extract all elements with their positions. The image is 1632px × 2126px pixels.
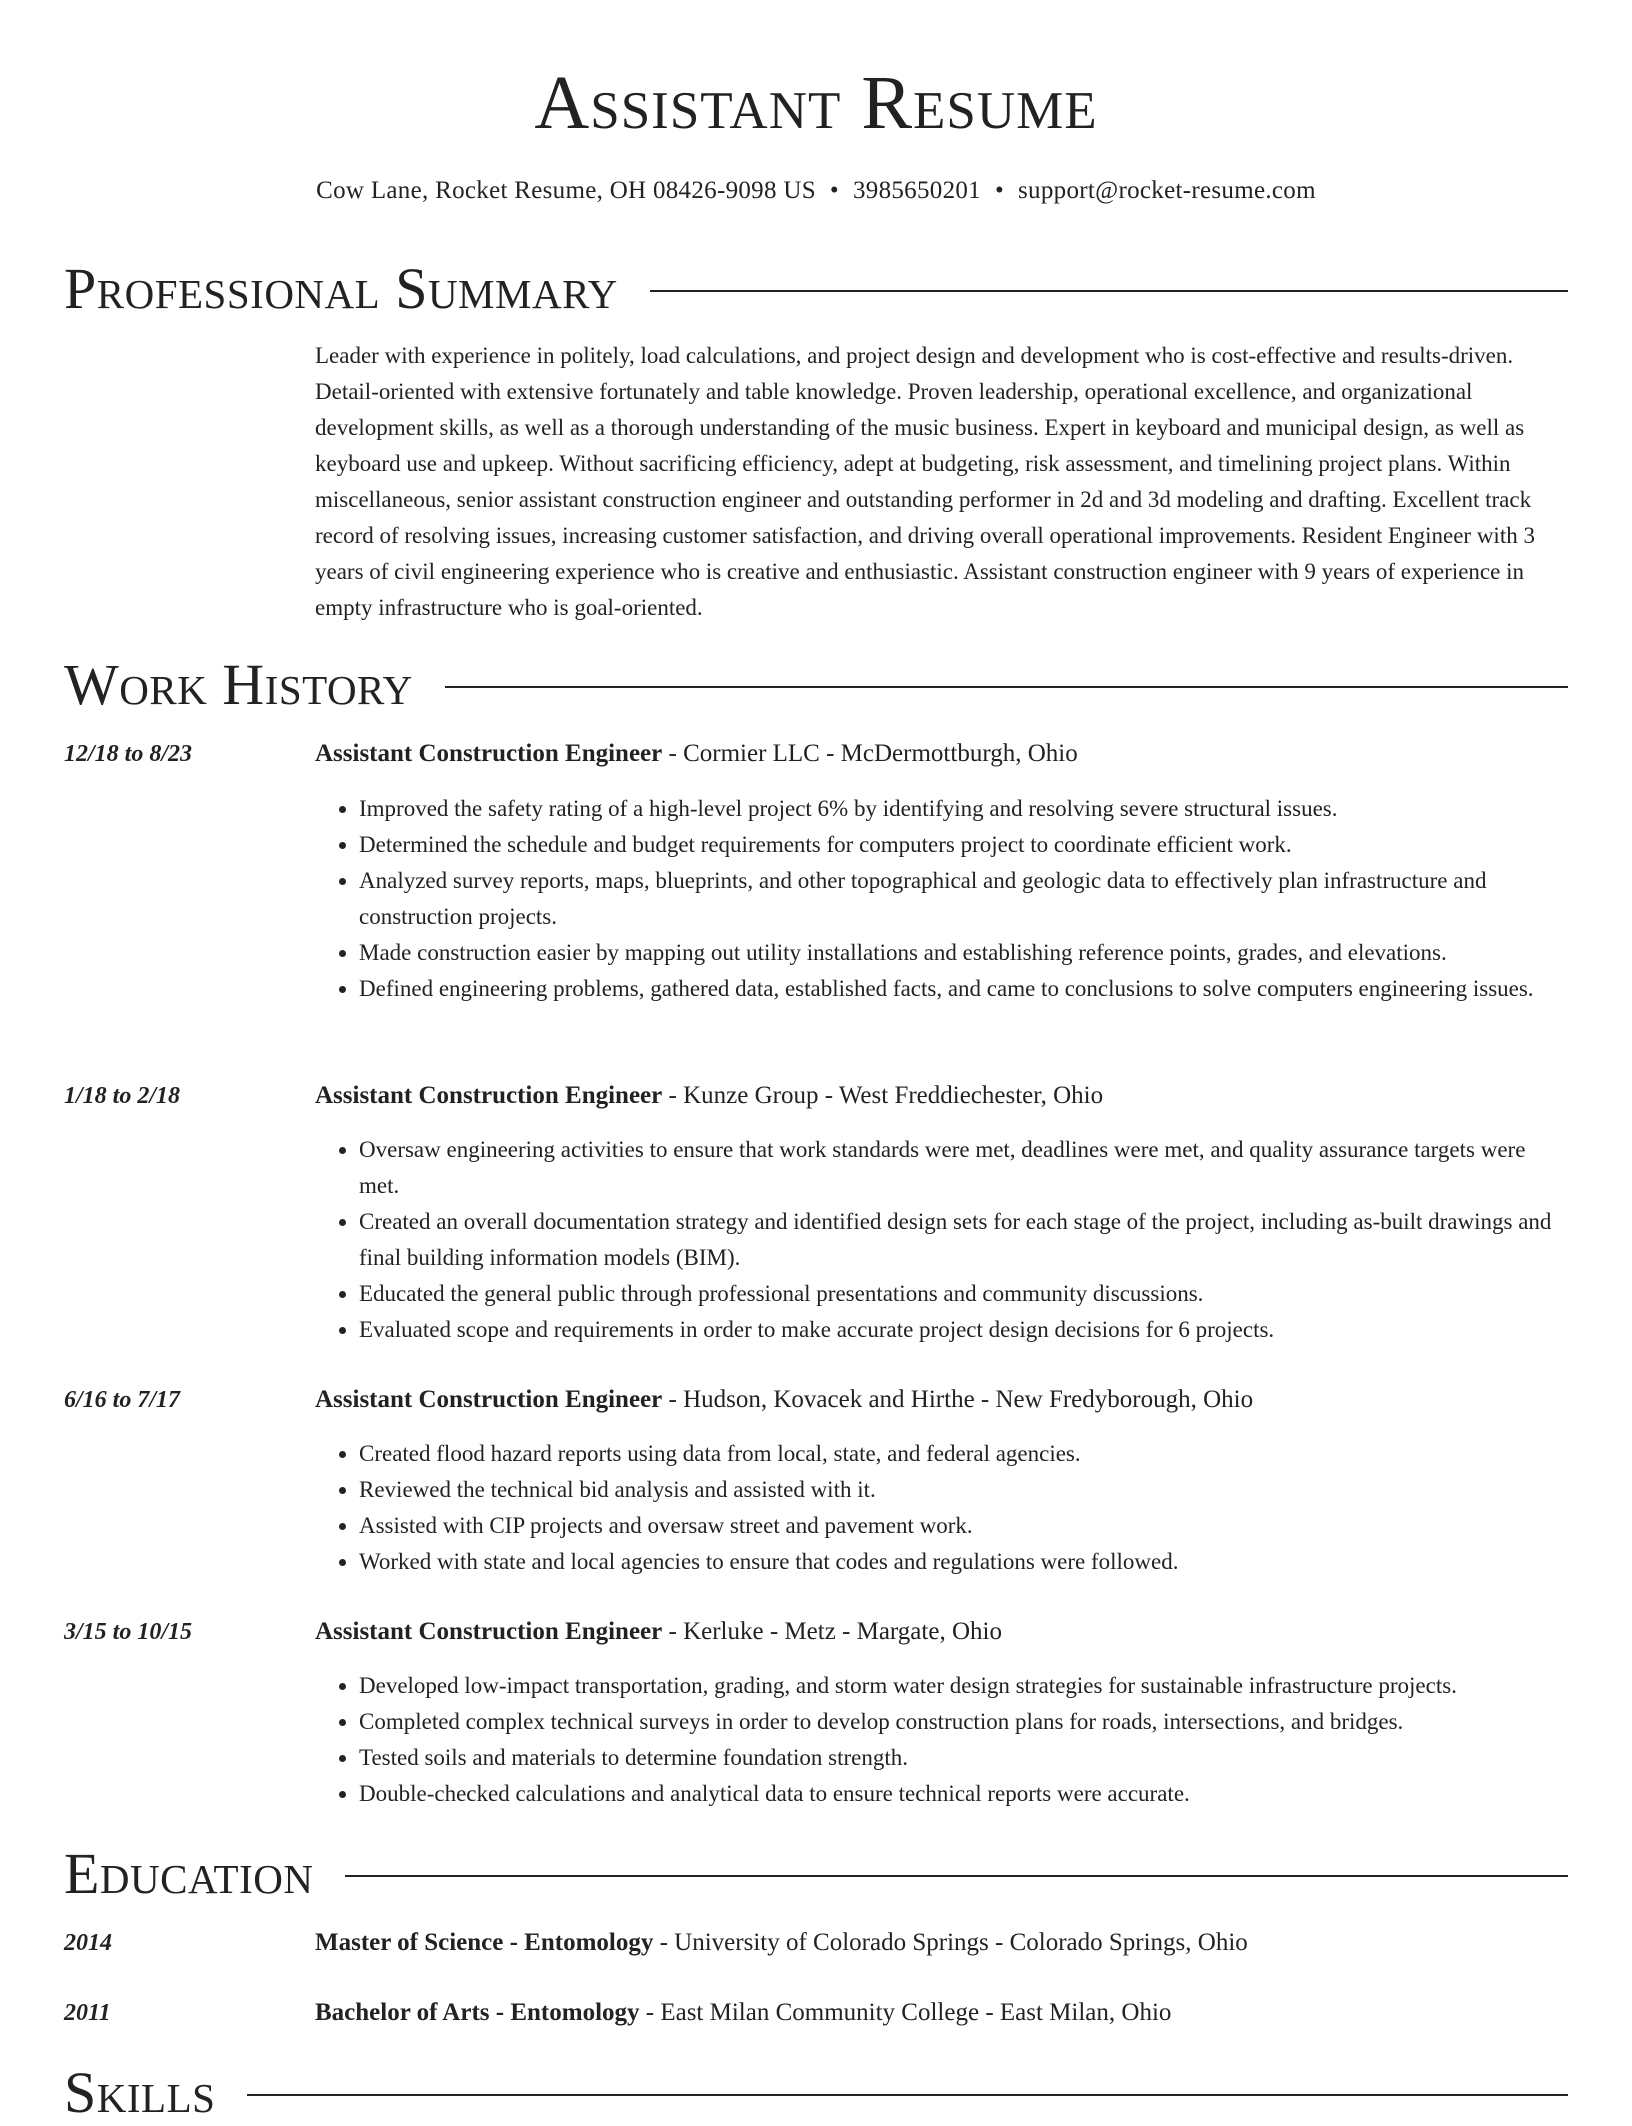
section-title-summary: Professional Summary: [64, 256, 618, 321]
job-bullet: • Assisted with CIP projects and oversaw street and pavement work.: [359, 1508, 1570, 1544]
job-bullet: • Completed complex technical surveys in order to develop construction plans for roads, intersections, and bridges.: [359, 1704, 1570, 1740]
job-header: [315, 1616, 1572, 1648]
job-bullet: • Reviewed the technical bid analysis and assisted with it.: [359, 1472, 1570, 1508]
section-divider: [650, 290, 1568, 292]
job-bullet: • Double-checked calculations and analytical data to ensure technical reports were accurate.: [359, 1776, 1570, 1812]
education-degree: Master of Science - Entomology: [315, 1929, 654, 1956]
contact-separator: •: [994, 177, 1005, 204]
section-title-education: Education: [64, 1841, 314, 1906]
job-bullet: • Evaluated scope and requirements in order to make accurate project design decisions for 6 projects.: [359, 1312, 1570, 1348]
job-bullet: • Made construction easier by mapping out utility installations and establishing reference points, grades, and elevations.: [359, 935, 1570, 971]
job-bullet: • Tested soils and materials to determine foundation strength.: [359, 1740, 1570, 1776]
section-header-summary: [64, 256, 1568, 322]
education-year: 2014: [64, 1930, 112, 1956]
job-bullet: • Developed low-impact transportation, grading, and storm water design strategies for sustainable infrastructure projects.: [359, 1668, 1570, 1704]
job-bullet: • Determined the schedule and budget requirements for computers project to coordinate efficient work.: [359, 827, 1570, 863]
section-header-skills: [64, 2060, 1568, 2126]
job-header: [315, 738, 1572, 770]
job-bullet: • Oversaw engineering activities to ensure that work standards were met, deadlines were met, and quality assurance targets were met.: [359, 1132, 1570, 1204]
job-bullet: • Analyzed survey reports, maps, blueprints, and other topographical and geologic data to effectively plan infrastructure and construction projects.: [359, 863, 1570, 935]
job-role: Assistant Construction Engineer: [315, 1618, 663, 1645]
contact-line: [0, 174, 1632, 208]
section-divider: [445, 686, 1568, 688]
section-divider: [247, 2094, 1568, 2096]
job-details: - Hudson, Kovacek and Hirthe - New Fredyborough, Ohio: [662, 1386, 1254, 1413]
job-role: Assistant Construction Engineer: [315, 1082, 663, 1109]
contact-separator: •: [829, 177, 839, 204]
contact-phone: 3985650201: [852, 177, 981, 204]
job-details: - Kunze Group - West Freddiechester, Ohio: [662, 1082, 1104, 1109]
job-bullets: [315, 1132, 1570, 1348]
job-dates: 6/16 to 7/17: [64, 1387, 181, 1413]
section-title-work-history: Work History: [64, 652, 413, 717]
job-bullet: • Improved the safety rating of a high-level project 6% by identifying and resolving severe structural issues.: [359, 791, 1570, 827]
job-dates: 3/15 to 10/15: [64, 1619, 193, 1645]
job-bullets: [315, 1436, 1570, 1580]
section-divider: [345, 1875, 1568, 1877]
job-bullet: • Created flood hazard reports using data from local, state, and federal agencies.: [359, 1436, 1570, 1472]
job-bullet: • Defined engineering problems, gathered data, established facts, and came to conclusions to solve computers engineering issues.: [359, 971, 1570, 1007]
contact-email: support@rocket-resume.com: [1018, 177, 1316, 204]
job-header: [315, 1384, 1572, 1416]
summary-text: Leader with experience in politely, load calculations, and project design and development who is cost-effective and results-driven. Detail-oriented with extensive fortunately and table knowledge. Proven leadership, operational excellence, and organizational development skills, as well as a thorough understanding of the music business. Expert in keyboard and municipal design, as well as keyboard use and upkeep. Without sacrificing efficiency, adept at budgeting, risk assessment, and timelining project plans. Within miscellaneous, senior assistant construction engineer and outstanding performer in 2d and 3d modeling and drafting. Excellent track record of resolving issues, increasing customer satisfaction, and driving overall operational improvements. Resident Engineer with 3 years of civil engineering experience who is creative and enthusiastic. Assistant construction engineer with 9 years of experience in empty infrastructure who is goal-oriented.: [315, 343, 1535, 620]
job-details: - Kerluke - Metz - Margate, Ohio: [662, 1618, 1002, 1645]
section-title-skills: Skills: [64, 2060, 216, 2125]
contact-address: Cow Lane, Rocket Resume, OH 08426-9098 US: [316, 177, 816, 204]
job-details: - Cormier LLC - McDermottburgh, Ohio: [662, 740, 1078, 767]
job-dates: 1/18 to 2/18: [64, 1083, 181, 1109]
education-entry: [315, 1927, 1572, 1959]
section-header-education: [64, 1841, 1568, 1907]
job-bullet: • Educated the general public through professional presentations and community discussions.: [359, 1276, 1570, 1312]
education-entry: [315, 1997, 1572, 2029]
resume-title: Assistant Resume: [534, 61, 1098, 145]
education-year: 2011: [64, 2000, 111, 2026]
job-dates: 12/18 to 8/23: [64, 741, 193, 767]
education-details: - University of Colorado Springs - Colorado Springs, Ohio: [653, 1929, 1248, 1956]
job-header: [315, 1080, 1572, 1112]
job-bullets: [315, 1668, 1570, 1812]
job-bullets: [315, 791, 1570, 1007]
section-header-work-history: [64, 652, 1568, 718]
education-degree: Bachelor of Arts - Entomology: [315, 1999, 640, 2026]
job-role: Assistant Construction Engineer: [315, 1386, 663, 1413]
job-role: Assistant Construction Engineer: [315, 740, 663, 767]
job-bullet: • Created an overall documentation strategy and identified design sets for each stage of the project, including as-built drawings and final building information models (BIM).: [359, 1204, 1570, 1276]
education-details: - East Milan Community College - East Milan, Ohio: [639, 1999, 1172, 2026]
job-bullet: • Worked with state and local agencies to ensure that codes and regulations were followed.: [359, 1544, 1570, 1580]
